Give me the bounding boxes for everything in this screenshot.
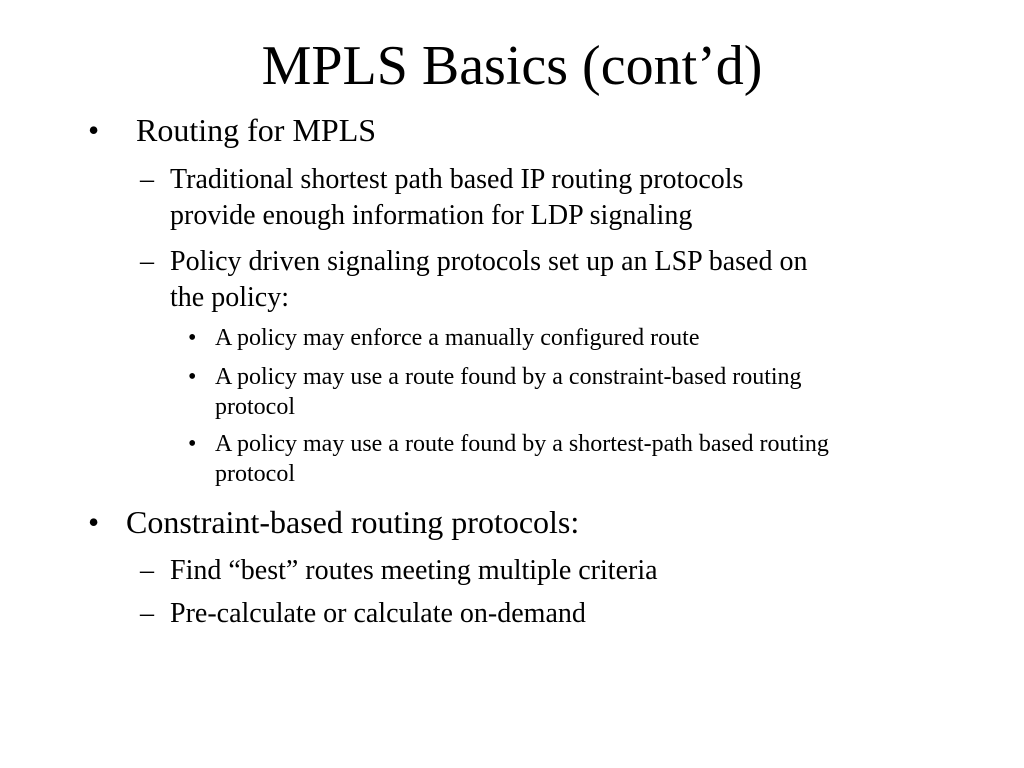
sub-sub-bullet-line: A policy may enforce a manually configured route bbox=[215, 325, 700, 351]
bullet-marker: • bbox=[188, 431, 197, 457]
sub-sub-bullet-line: A policy may use a route found by a shortest-path based routing bbox=[215, 431, 829, 457]
sub-sub-bullet-line: A policy may use a route found by a constraint-based routing bbox=[215, 364, 802, 390]
bullet-marker: • bbox=[88, 504, 100, 540]
sub-bullet-line: provide enough information for LDP signaling bbox=[170, 200, 693, 231]
slide-title: MPLS Basics (cont’d) bbox=[261, 35, 763, 97]
sub-sub-bullet-text bbox=[215, 362, 802, 422]
bullet-line: Routing for MPLS bbox=[136, 112, 377, 148]
sub-bullet-text bbox=[170, 244, 807, 316]
dash-marker: – bbox=[140, 246, 154, 277]
sub-sub-bullet-line: protocol bbox=[215, 461, 295, 487]
sub-bullet-line: Policy driven signaling protocols set up an LSP based on bbox=[170, 246, 808, 277]
bullet-line: Constraint-based routing protocols: bbox=[126, 504, 580, 540]
dash-marker: – bbox=[140, 164, 154, 195]
sub-sub-bullet-line: protocol bbox=[215, 394, 295, 420]
sub-bullet-line: Find “best” routes meeting multiple criteria bbox=[170, 555, 658, 586]
sub-bullet-text bbox=[170, 553, 658, 589]
sub-sub-bullet-text bbox=[215, 323, 700, 353]
sub-bullet-line: Pre-calculate or calculate on-demand bbox=[170, 598, 586, 629]
dash-marker: – bbox=[140, 598, 154, 629]
sub-bullet-text bbox=[170, 596, 586, 632]
bullet-marker: • bbox=[88, 112, 100, 148]
sub-bullet-text bbox=[170, 162, 743, 234]
bullet-text bbox=[136, 112, 376, 148]
bullet-text bbox=[126, 504, 579, 540]
bullet-marker: • bbox=[188, 325, 197, 351]
dash-marker: – bbox=[140, 555, 154, 586]
sub-bullet-line: the policy: bbox=[170, 282, 289, 313]
bullet-marker: • bbox=[188, 364, 197, 390]
sub-bullet-line: Traditional shortest path based IP routing protocols bbox=[170, 164, 744, 195]
sub-sub-bullet-text bbox=[215, 429, 829, 489]
